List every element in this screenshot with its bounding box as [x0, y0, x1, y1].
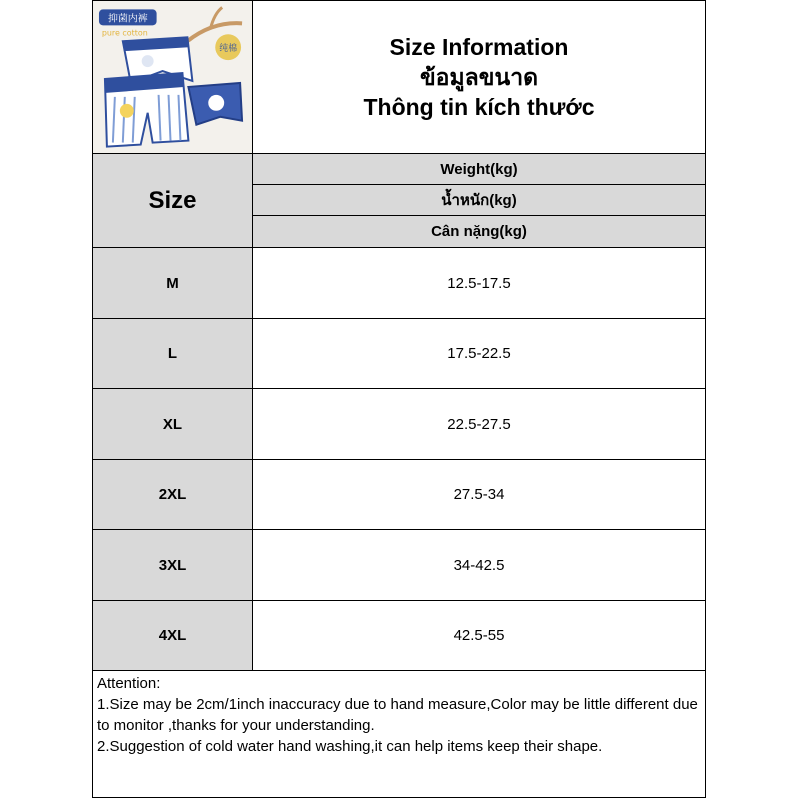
- weight-header-en: Weight(kg): [253, 154, 705, 185]
- title-vi: Thông tin kích thước: [363, 94, 595, 120]
- weight-cell: 34-42.5: [253, 530, 705, 601]
- weight-cell: 22.5-27.5: [253, 389, 705, 460]
- product-image: [93, 1, 253, 154]
- notes-line-1: 1.Size may be 2cm/1inch inaccuracy due to hand measure,Color may be little different due to monitor ,thanks for your understanding.: [97, 696, 698, 734]
- weight-header-th: น้ำหนัก(kg): [253, 185, 705, 216]
- size-header: Size: [93, 154, 253, 248]
- size-cell: 4XL: [93, 601, 253, 671]
- size-cell: L: [93, 319, 253, 389]
- weight-header-vi: Cân nặng(kg): [253, 216, 705, 248]
- attention-notes: [93, 671, 705, 759]
- weight-cell: 27.5-34: [253, 460, 705, 530]
- image-label-cn: 抑菌内裤: [107, 12, 148, 24]
- notes-line-2: 2.Suggestion of cold water hand washing,it can help items keep their shape.: [97, 738, 603, 755]
- size-cell: 2XL: [93, 460, 253, 530]
- weight-cell: 17.5-22.5: [253, 319, 705, 389]
- title-block: [253, 1, 705, 154]
- size-cell: M: [93, 248, 253, 319]
- size-cell: 3XL: [93, 530, 253, 601]
- weight-cell: 12.5-17.5: [253, 248, 705, 319]
- image-label-en: pure cotton: [101, 27, 148, 37]
- notes-heading: Attention:: [97, 675, 161, 692]
- title-en: Size Information: [389, 34, 569, 60]
- size-chart: [92, 0, 706, 798]
- underwear-illustration: [93, 1, 252, 154]
- size-cell: XL: [93, 389, 253, 460]
- title-th: ข้อมูลขนาด: [419, 64, 539, 90]
- image-badge: 纯棉: [219, 43, 238, 54]
- weight-cell: 42.5-55: [253, 601, 705, 671]
